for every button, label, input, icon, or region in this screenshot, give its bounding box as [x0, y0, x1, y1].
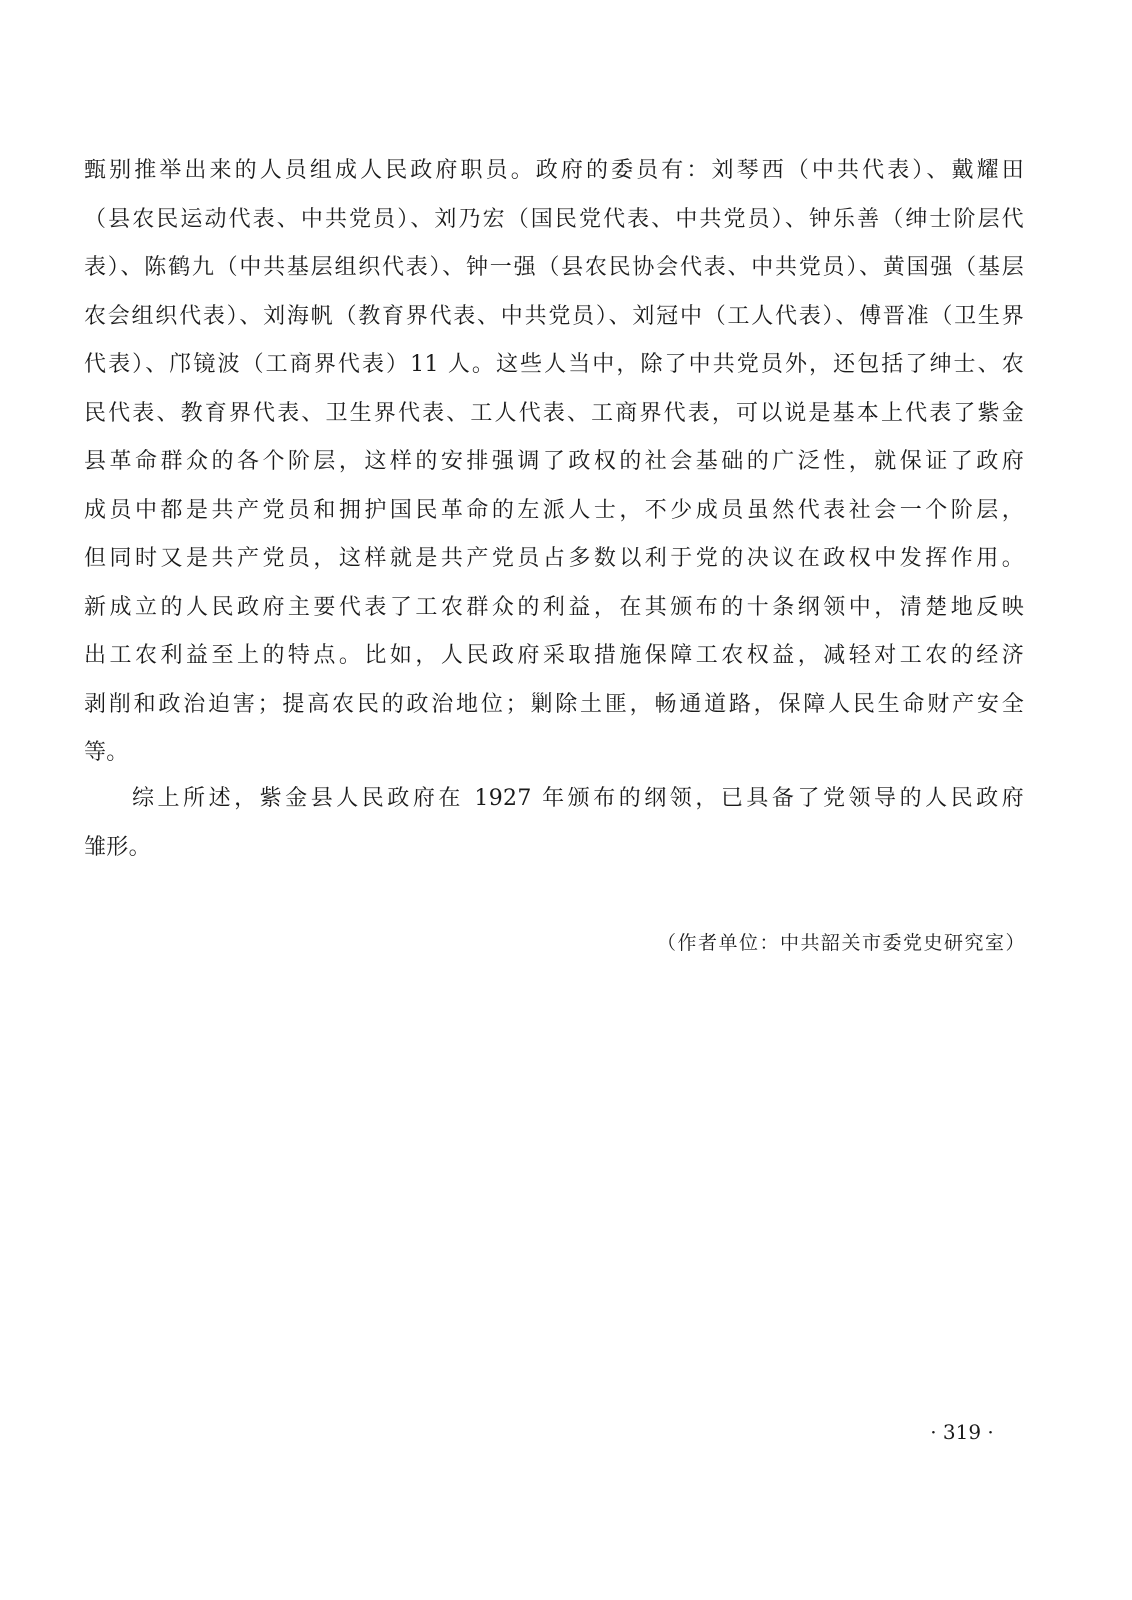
- author-affiliation: （作者单位：中共韶关市委党史研究室）: [656, 932, 1026, 954]
- text-line: 农会组织代表）、刘海帆（教育界代表、中共党员）、刘冠中（工人代表）、傅晋准（卫生界: [84, 303, 1024, 329]
- text-line: 甄别推举出来的人员组成人民政府职员。政府的委员有：刘琴西（中共代表）、戴耀田: [84, 158, 1024, 183]
- paragraph-conclusion: [84, 775, 1024, 872]
- text-line: 综上所述，紫金县人民政府在 1927 年颁布的纲领，已具备了党领导的人民政府: [132, 786, 1024, 811]
- text-line: 成员中都是共产党员和拥护国民革命的左派人士，不少成员虽然代表社会一个阶层，: [84, 497, 1024, 523]
- text-line: 剥削和政治迫害；提高农民的政治地位；剿除土匪，畅通道路，保障人民生命财产安全: [84, 691, 1024, 717]
- text-line: 出工农利益至上的特点。比如，人民政府采取措施保障工农权益，减轻对工农的经济: [84, 643, 1024, 668]
- text-line: 表）、陈鹤九（中共基层组织代表）、钟一强（县农民协会代表、中共党员）、黄国强（基层: [84, 255, 1024, 280]
- text-line: 等。: [84, 740, 129, 765]
- text-line: 代表）、邝镜波（工商界代表）11 人。这些人当中，除了中共党员外，还包括了绅士、农: [84, 352, 1024, 377]
- text-line: 县革命群众的各个阶层，这样的安排强调了政权的社会基础的广泛性，就保证了政府: [84, 449, 1024, 474]
- text-line: 但同时又是共产党员，这样就是共产党员占多数以利于党的决议在政权中发挥作用。: [84, 546, 1024, 571]
- text-line: 民代表、教育界代表、卫生界代表、工人代表、工商界代表，可以说是基本上代表了紫金: [84, 400, 1024, 426]
- paragraph-members: [84, 147, 1024, 778]
- page-number: · 319 ·: [930, 1420, 994, 1444]
- text-line: （县农民运动代表、中共党员）、刘乃宏（国民党代表、中共党员）、钟乐善（绅士阶层代: [84, 206, 1024, 232]
- text-line: 新成立的人民政府主要代表了工农群众的利益，在其颁布的十条纲领中，清楚地反映: [84, 594, 1024, 620]
- text-line: 雏形。: [84, 834, 151, 860]
